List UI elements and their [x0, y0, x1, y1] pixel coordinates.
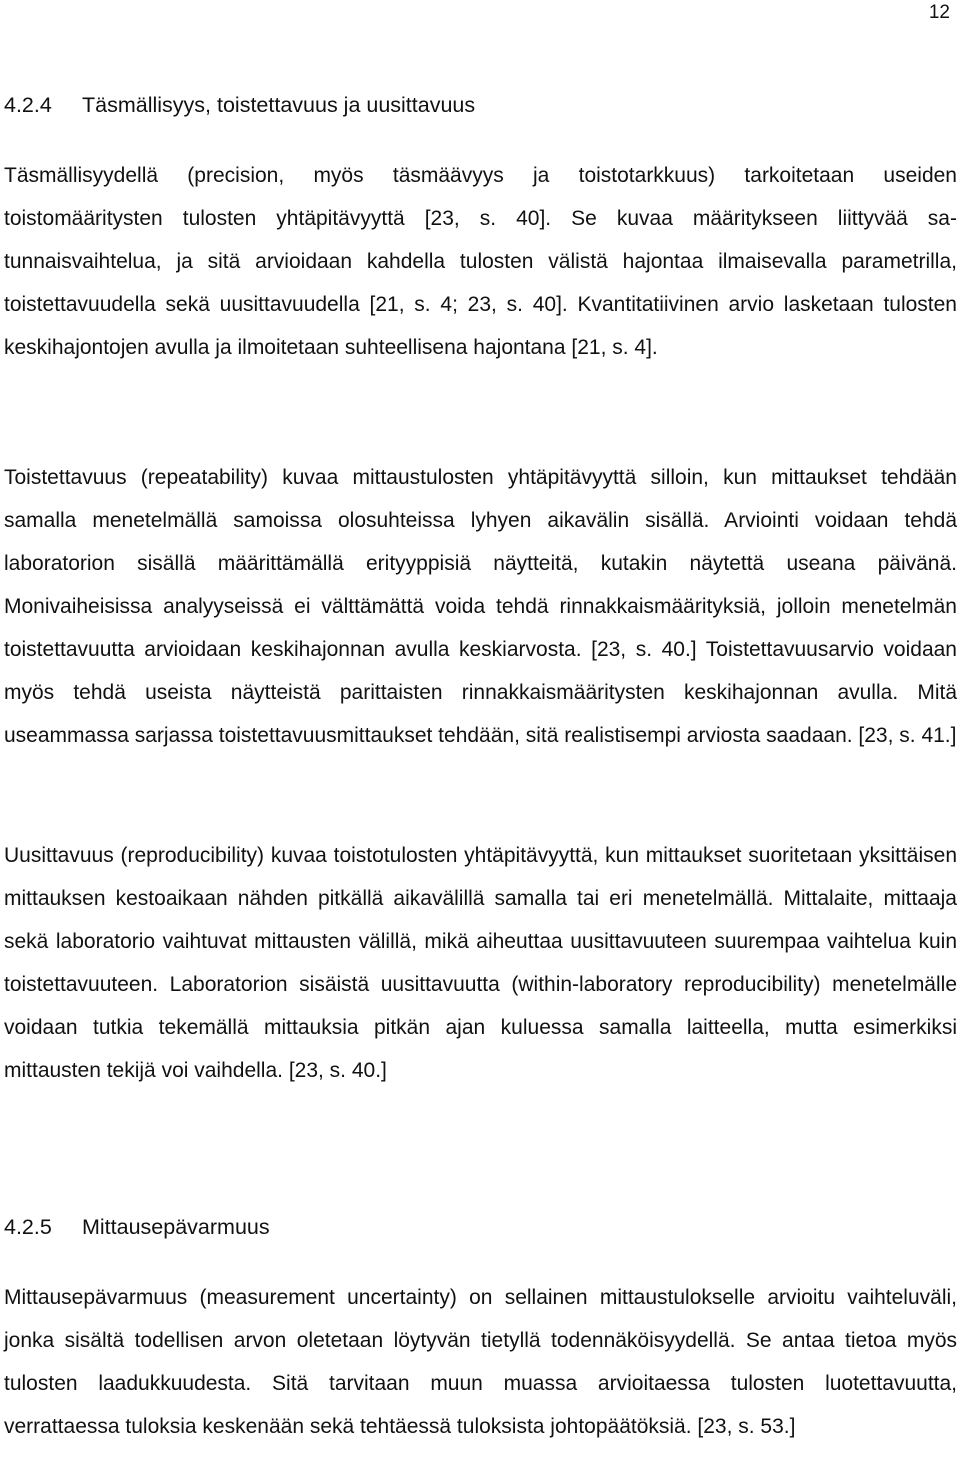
- paragraph-repeatability: Toistettavuus (repeatability) kuvaa mittaustulosten yhtäpitävyyttä silloin, kun mittaukset tehdään samalla menetelmällä samoissa olosuhteissa lyhyen aikavälin sisällä. Arviointi voidaan tehdä laboratorion sisällä määrittämällä erityyppisiä näytteitä, kutakin näytettä useana päivänä. Monivaiheisissa analyyseissä ei välttämättä voida tehdä rinnakkaismäärityksiä, jolloin menetelmän toistettavuutta arvioidaan keskihajonnan avulla keskiarvosta. [23, s. 40.] Toistettavuusarvio voidaan myös tehdä useista näytteistä parittaisten rinnakkaismääritysten keskihajonnan avulla. Mitä useammassa sarjassa toistettavuusmittaukset tehdään, sitä realistisempi arviosta saadaan. [23, s. 41.]: [4, 466, 957, 747]
- paragraph-precision: Täsmällisyydellä (precision, myös täsmäävyys ja toistotarkkuus) tarkoitetaan useiden toistomääritysten tulosten yhtäpitävyyttä [23, s. 40]. Se kuvaa määritykseen liittyvää satunnaisvaihtelua, ja sitä arvioidaan kahdella tulosten välistä hajontaa ilmaisevalla parametrilla, toistettavuudella sekä uusittavuudella [21, s. 4; 23, s. 40]. Kvantitatiivinen arvio lasketaan tulosten keskihajontojen avulla ja ilmoitetaan suhteellisena hajontana [21, s. 4].: [4, 164, 957, 359]
- section-number: 4.2.5: [4, 1215, 52, 1239]
- section-title: Täsmällisyys, toistettavuus ja uusittavuus: [82, 93, 476, 117]
- paragraph-reproducibility: Uusittavuus (reproducibility) kuvaa toistotulosten yhtäpitävyyttä, kun mittaukset suoritetaan yksittäisen mittauksen kestoaikaan nähden pitkällä aikavälillä samalla tai eri menetelmällä. Mittalaite, mittaaja sekä laboratorio vaihtuvat mittausten välillä, mikä aiheuttaa uusittavuuteen suurempaa vaihtelua kuin toistettavuuteen. Laboratorion sisäistä uusittavuutta (within-laboratory reproducibility) menetelmälle voidaan tutkia tekemällä mittauksia pitkän ajan kuluessa samalla laitteella, mutta esimerkiksi mittausten tekijä voi vaihdella. [23, s. 40.]: [4, 844, 957, 1082]
- page-number: 12: [928, 2, 950, 23]
- section-heading-4-2-5: [4, 1214, 270, 1240]
- section-heading-4-2-4: [4, 92, 475, 118]
- paragraph-measurement-uncertainty: Mittausepävarmuus (measurement uncertainty) on sellainen mittaustulokselle arvioitu vaihteluväli, jonka sisältä todellisen arvon oletetaan löytyvän tietyllä todennäköisyydellä. Se antaa tietoa myös tulosten laadukkuudesta. Sitä tarvitaan muun muassa arvioitaessa tulosten luotettavuutta, verrattaessa tuloksia keskenään sekä tehtäessä tuloksista johtopäätöksiä. [23, s. 53.]: [4, 1286, 957, 1438]
- section-number: 4.2.4: [4, 93, 52, 117]
- section-title: Mittausepävarmuus: [82, 1215, 270, 1239]
